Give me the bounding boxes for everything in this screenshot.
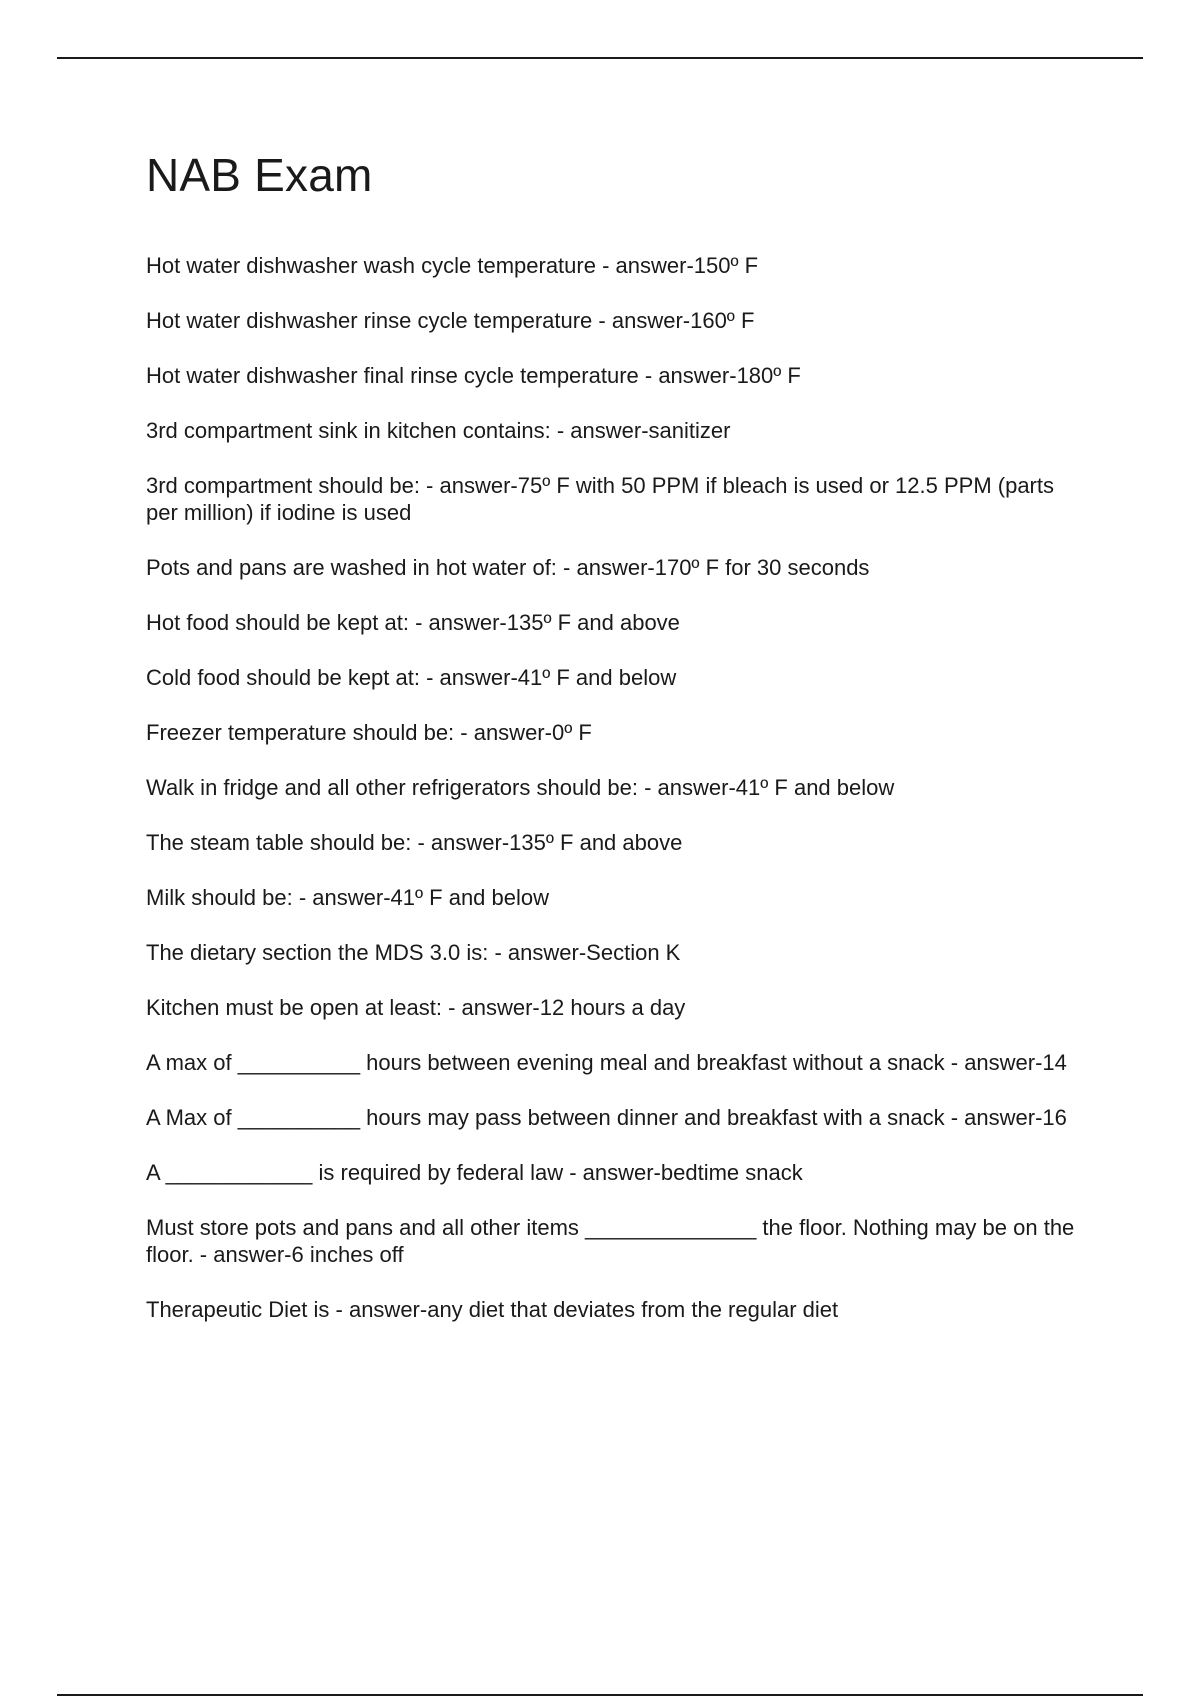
qa-item-4: 3rd compartment sink in kitchen contains: - answer-sanitizer xyxy=(146,418,731,443)
qa-item-8: Cold food should be kept at: - answer-41º F and below xyxy=(146,665,677,690)
qa-item-6: Pots and pans are washed in hot water of: - answer-170º F for 30 seconds xyxy=(146,555,870,580)
qa-item-9: Freezer temperature should be: - answer-0º F xyxy=(146,720,592,745)
document-title: NAB Exam xyxy=(146,149,373,201)
qa-item-15: A max of __________ hours between evening meal and breakfast without a snack - answer-14 xyxy=(146,1050,1067,1075)
qa-item-1: Hot water dishwasher wash cycle temperature - answer-150º F xyxy=(146,253,759,278)
qa-item-2: Hot water dishwasher rinse cycle temperature - answer-160º F xyxy=(146,308,755,333)
qa-item-10: Walk in fridge and all other refrigerators should be: - answer-41º F and below xyxy=(146,775,895,800)
qa-item-3: Hot water dishwasher final rinse cycle temperature - answer-180º F xyxy=(146,363,801,388)
document-page xyxy=(146,140,1086,1351)
qa-list xyxy=(146,252,1086,1323)
qa-item-18: Must store pots and pans and all other items ______________ the floor. Nothing may be on the floor. - answer-6 inches off xyxy=(146,1215,1075,1267)
bottom-divider xyxy=(57,1694,1143,1696)
top-divider xyxy=(57,57,1143,59)
qa-item-11: The steam table should be: - answer-135º F and above xyxy=(146,830,683,855)
qa-item-13: The dietary section the MDS 3.0 is: - answer-Section K xyxy=(146,940,681,965)
qa-item-14: Kitchen must be open at least: - answer-12 hours a day xyxy=(146,995,686,1020)
qa-item-16: A Max of __________ hours may pass between dinner and breakfast with a snack - answer-16 xyxy=(146,1105,1067,1130)
qa-item-17: A ____________ is required by federal law - answer-bedtime snack xyxy=(146,1160,803,1185)
qa-item-19: Therapeutic Diet is - answer-any diet that deviates from the regular diet xyxy=(146,1297,839,1322)
qa-item-12: Milk should be: - answer-41º F and below xyxy=(146,885,550,910)
qa-item-7: Hot food should be kept at: - answer-135º F and above xyxy=(146,610,680,635)
qa-item-5: 3rd compartment should be: - answer-75º F with 50 PPM if bleach is used or 12.5 PPM (parts per million) if iodine is used xyxy=(146,473,1054,525)
